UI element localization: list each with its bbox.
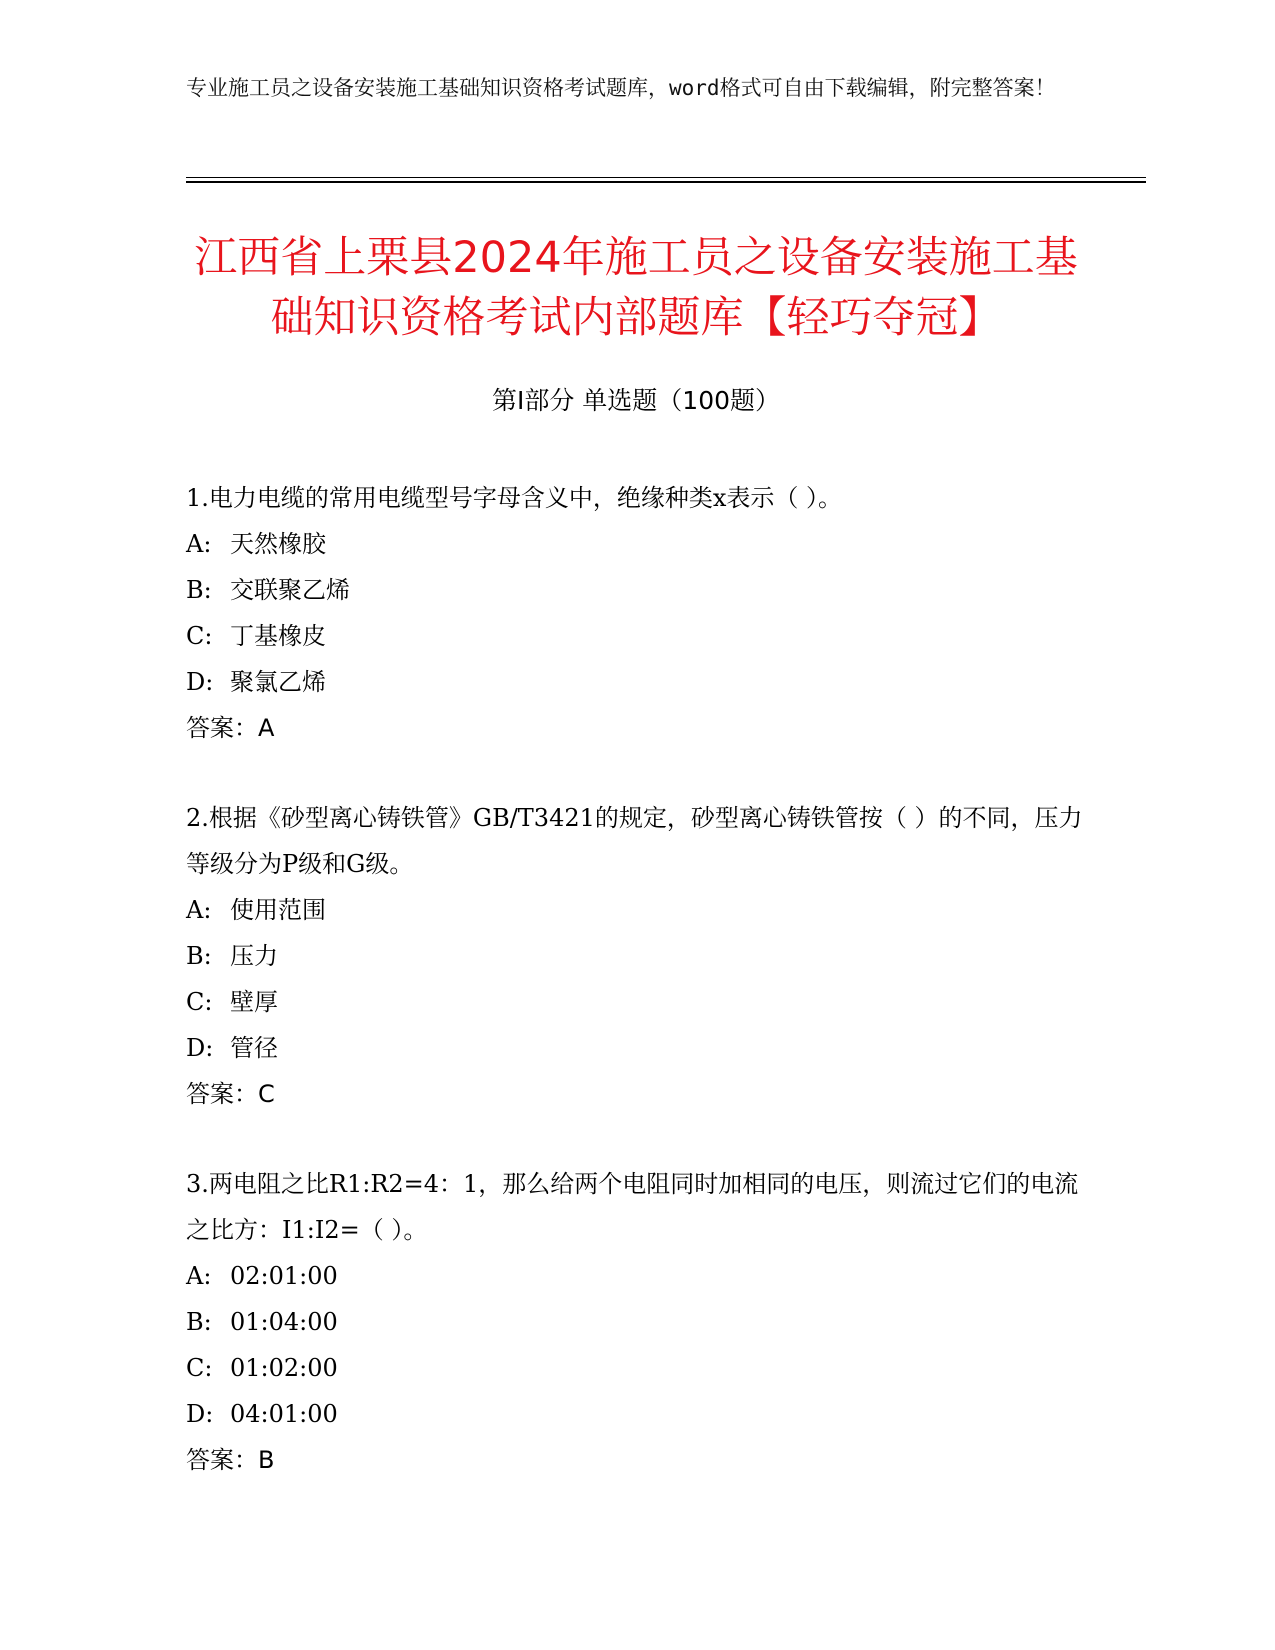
header-divider-thick	[186, 181, 1146, 183]
option-letter: C:	[186, 622, 213, 650]
option-row	[186, 1025, 1086, 1071]
option-letter: C:	[186, 1354, 213, 1382]
option-text: 压力	[230, 942, 278, 970]
option-row	[186, 1253, 1086, 1299]
option-row	[186, 979, 1086, 1025]
answer-line: 答案：B	[186, 1446, 275, 1474]
question-stem: 2.根据《砂型离心铸铁管》GB/T3421的规定，砂型离心铸铁管按（ ）的不同，压力等级分为P级和G级。	[186, 804, 1083, 878]
option-letter: B:	[186, 1308, 212, 1336]
option-text: 01:04:00	[230, 1308, 338, 1336]
question-item	[186, 1161, 1086, 1483]
section-heading: 第Ⅰ部分 单选题（100题）	[491, 386, 781, 415]
option-row	[186, 521, 1086, 567]
option-letter: B:	[186, 942, 212, 970]
option-text: 04:01:00	[230, 1400, 338, 1428]
option-text: 交联聚乙烯	[230, 576, 350, 604]
option-letter: A:	[186, 896, 212, 924]
option-text: 管径	[230, 1034, 278, 1062]
option-row	[186, 567, 1086, 613]
header-divider-thin	[186, 177, 1146, 178]
header-note: 专业施工员之设备安装施工基础知识资格考试题库，word格式可自由下载编辑，附完整答案！	[186, 76, 1056, 100]
option-letter: C:	[186, 988, 213, 1016]
option-text: 天然橡胶	[230, 530, 326, 558]
option-letter: A:	[186, 1262, 212, 1290]
option-text: 02:01:00	[230, 1262, 338, 1290]
question-stem: 1.电力电缆的常用电缆型号字母含义中，绝缘种类x表示（ ）。	[186, 484, 843, 512]
question-item	[186, 475, 1086, 751]
document-title: 江西省上栗县2024年施工员之设备安装施工基础知识资格考试内部题库【轻巧夺冠】	[194, 233, 1078, 343]
option-letter: A:	[186, 530, 212, 558]
option-text: 使用范围	[230, 896, 326, 924]
question-list	[186, 475, 1086, 1527]
option-letter: D:	[186, 1400, 214, 1428]
answer-line: 答案：A	[186, 714, 275, 742]
question-stem: 3.两电阻之比R1:R2=4：1，那么给两个电阻同时加相同的电压，则流过它们的电流之比方：I1:I2=（ ）。	[186, 1170, 1079, 1244]
option-letter: D:	[186, 668, 214, 696]
option-row	[186, 887, 1086, 933]
option-letter: B:	[186, 576, 212, 604]
option-letter: D:	[186, 1034, 214, 1062]
option-row	[186, 659, 1086, 705]
option-text: 丁基橡皮	[230, 622, 326, 650]
answer-line: 答案：C	[186, 1080, 275, 1108]
option-row	[186, 1391, 1086, 1437]
question-item	[186, 795, 1086, 1117]
option-row	[186, 613, 1086, 659]
option-row	[186, 1299, 1086, 1345]
option-text: 壁厚	[230, 988, 278, 1016]
option-text: 聚氯乙烯	[230, 668, 326, 696]
option-row	[186, 933, 1086, 979]
option-text: 01:02:00	[230, 1354, 338, 1382]
option-row	[186, 1345, 1086, 1391]
